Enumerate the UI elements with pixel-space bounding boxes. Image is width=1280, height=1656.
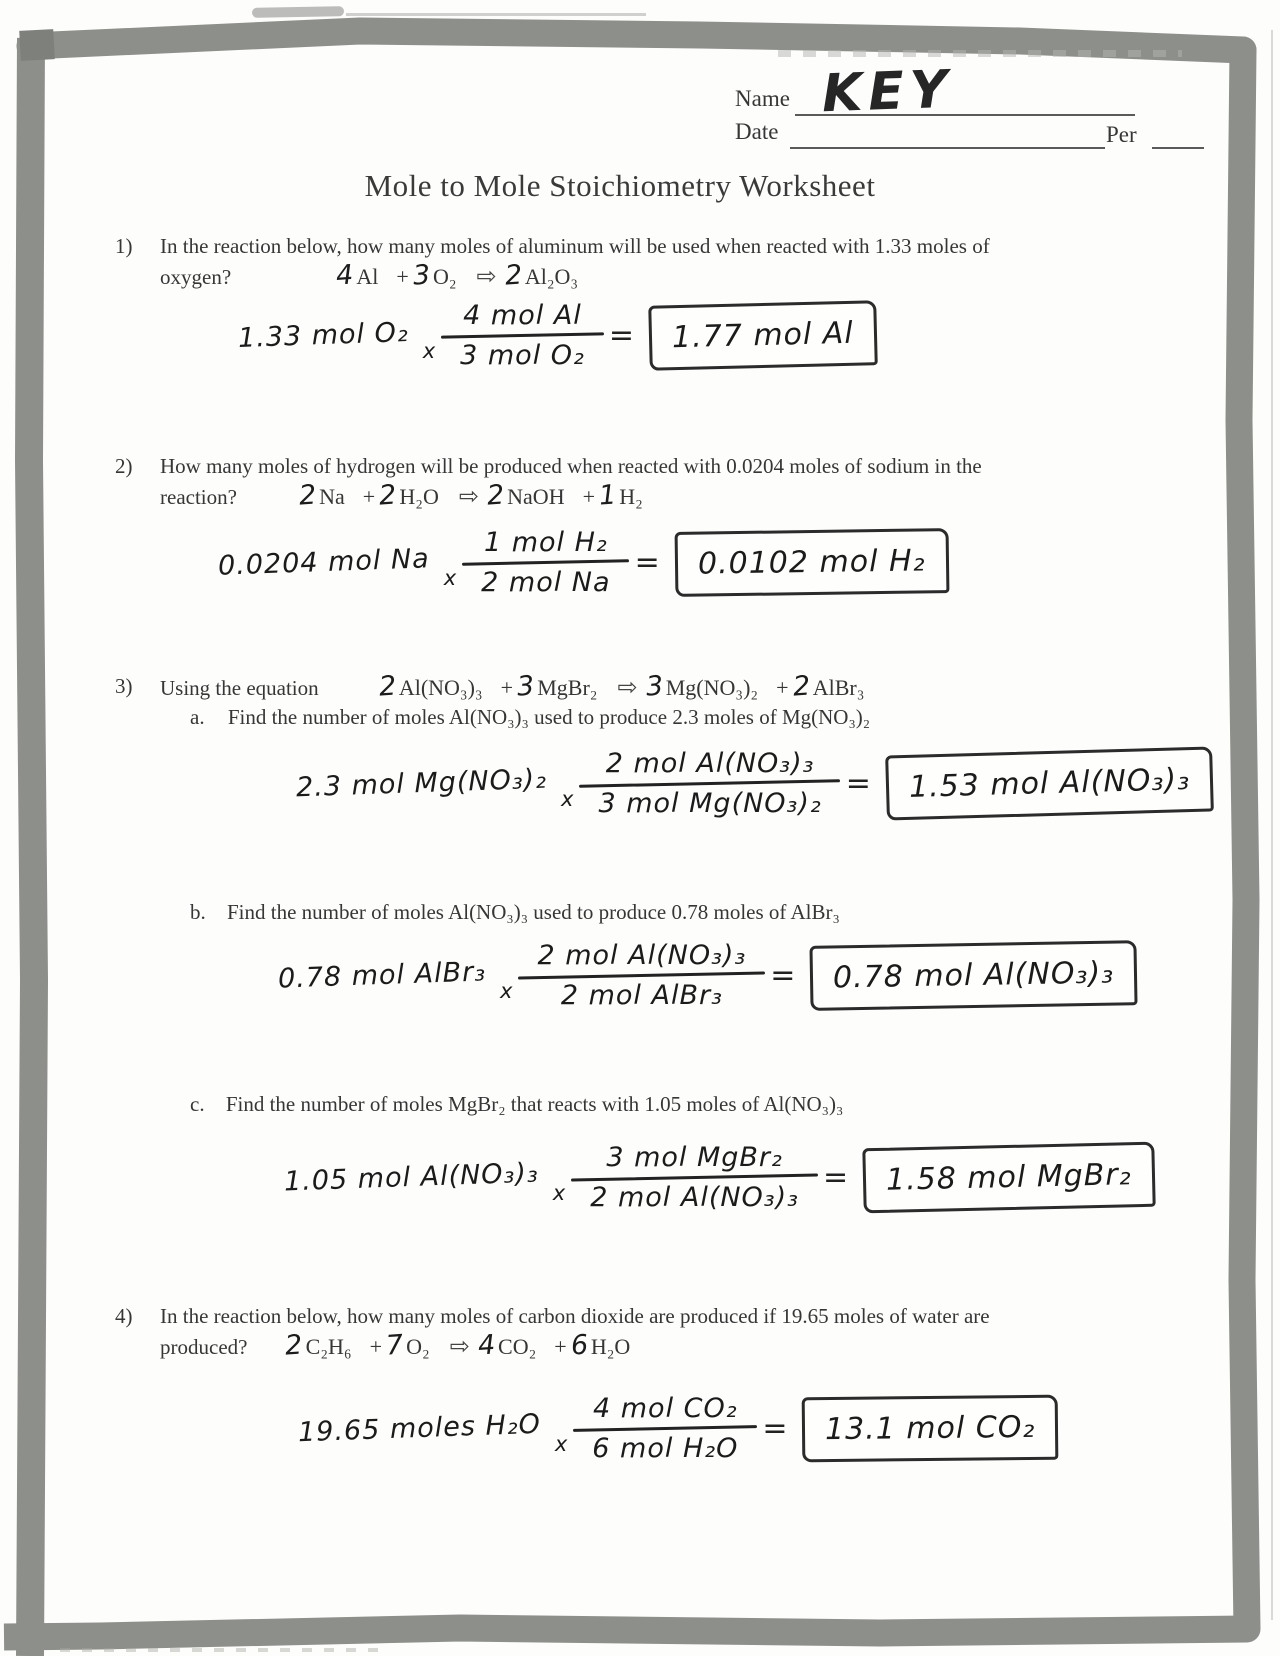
species-printed: MgBr₂ [537, 675, 598, 700]
species-printed: AlBr₃ [812, 675, 865, 700]
coefficient-handwritten: 2 [791, 670, 811, 703]
species-printed: Na [319, 484, 345, 509]
coefficient-handwritten: 3 [515, 670, 536, 703]
plus-sign: + [500, 675, 514, 700]
equals-sign: = [845, 766, 872, 801]
question-2-text-line2: reaction? [160, 485, 237, 509]
species-printed: NaOH [507, 484, 565, 509]
worksheet-title: Mole to Mole Stoichiometry Worksheet [364, 168, 876, 203]
answer-text: 0.0102 mol H₂ [697, 543, 926, 582]
fraction-denominator: 3 mol O₂ [460, 340, 585, 371]
given-quantity: 0.78 mol AlBr₃ [277, 956, 487, 995]
question-4 [115, 1302, 1185, 1362]
fraction-denominator: 2 mol AlBr₃ [560, 980, 723, 1011]
question-3c-label: c. [190, 1092, 205, 1116]
species-printed: CO₂ [498, 1334, 537, 1359]
coefficient-handwritten: 2 [378, 479, 398, 512]
plus-sign: + [554, 1334, 567, 1359]
name-label: Name [735, 86, 790, 111]
multiply-sign: x [561, 786, 575, 811]
conversion-fraction [471, 527, 620, 598]
question-3c [190, 1090, 843, 1119]
question-1-text-line1: In the reaction below, how many moles of aluminum will be used when reacted with 1.33 moles of [160, 234, 990, 258]
multiply-sign: x [552, 1180, 567, 1205]
question-1-work [238, 300, 877, 371]
fraction-line [462, 559, 629, 566]
species-printed: Al₂O₃ [524, 264, 579, 289]
coefficient-handwritten: 3 [644, 670, 664, 703]
given-quantity: 1.05 mol Al(NO₃)₃ [283, 1157, 540, 1198]
question-2-body [160, 452, 982, 512]
question-3c-work [284, 1142, 1155, 1213]
answer-text: 1.58 mol MgBr₂ [885, 1157, 1133, 1198]
multiply-sign: x [443, 565, 458, 590]
fraction-denominator: 6 mol H₂O [592, 1433, 739, 1464]
coefficient-handwritten: 2 [485, 479, 506, 512]
coefficient-handwritten: 2 [503, 259, 523, 292]
answer-box [802, 1395, 1059, 1463]
conversion-fraction [527, 940, 756, 1011]
answer-text: 1.77 mol Al [671, 315, 855, 356]
date-label: Date [735, 119, 779, 144]
question-3-body [160, 672, 868, 703]
species-printed: Al [356, 264, 379, 289]
scan-artifact [252, 6, 344, 18]
answer-box [648, 300, 877, 371]
coefficient-handwritten: 6 [569, 1329, 589, 1362]
reaction-arrow-icon: ⇨ [449, 1332, 470, 1360]
question-4-text-line1: In the reaction below, how many moles of carbon dioxide are produced if 19.65 moles of water are [160, 1304, 990, 1328]
species-printed: H₂O [399, 484, 439, 509]
fraction-numerator: 2 mol Al(NO₃)₃ [537, 940, 747, 971]
question-3b-work [278, 940, 1138, 1011]
coefficient-handwritten: 4 [476, 1329, 497, 1362]
question-2 [115, 452, 1185, 512]
scan-artifact [1271, 30, 1273, 1620]
question-3-equation [379, 672, 869, 702]
question-2-number: 2) [115, 454, 133, 478]
answer-text: 1.53 mol Al(NO₃)₃ [908, 762, 1191, 805]
answer-box [810, 940, 1138, 1011]
reaction-arrow-icon: ⇨ [476, 262, 497, 290]
equals-sign: = [634, 545, 661, 580]
plus-sign: + [362, 484, 376, 509]
plus-sign: + [776, 675, 789, 700]
scan-artifact [346, 13, 646, 16]
question-3a-work [296, 748, 1213, 819]
question-2-equation [299, 481, 647, 511]
equals-sign: = [608, 318, 636, 353]
conversion-fraction [450, 300, 595, 371]
per-label: Per [1106, 122, 1137, 147]
reaction-arrow-icon: ⇨ [458, 482, 479, 510]
given-quantity: 19.65 moles H₂O [297, 1408, 542, 1449]
scan-artifact [778, 50, 1182, 57]
question-3c-text: Find the number of moles MgBr₂ that reacts with 1.05 moles of Al(NO₃)₃ [225, 1092, 844, 1116]
coefficient-handwritten: 3 [411, 259, 432, 292]
fraction-numerator: 2 mol Al(NO₃)₃ [605, 748, 815, 779]
species-printed: O₂ [406, 1334, 430, 1359]
coefficient-handwritten: 7 [384, 1329, 405, 1362]
question-1-equation [336, 261, 582, 291]
fraction-numerator: 1 mol H₂ [483, 527, 608, 558]
answer-box [862, 1142, 1155, 1214]
conversion-fraction [588, 748, 831, 819]
species-printed: H₂O [590, 1334, 631, 1359]
equals-sign: = [823, 1160, 850, 1195]
given-quantity: 2.3 mol Mg(NO₃)₂ [295, 763, 548, 804]
fraction-line [579, 779, 840, 787]
question-4-work [298, 1393, 1059, 1464]
plus-sign: + [396, 264, 409, 289]
per-line [1152, 147, 1204, 149]
coefficient-handwritten: 1 [597, 479, 618, 512]
conversion-fraction [582, 1393, 748, 1464]
name-value-handwritten: KEY [820, 59, 955, 125]
question-3b-text: Find the number of moles Al(NO₃)₃ used to produce 0.78 moles of AlBr₃ [227, 900, 840, 924]
question-2-work [218, 527, 948, 598]
given-quantity: 0.0204 mol Na [217, 543, 431, 582]
multiply-sign: x [554, 1431, 569, 1456]
conversion-fraction [580, 1142, 809, 1213]
fraction-line [573, 1425, 757, 1432]
fraction-numerator: 4 mol CO₂ [593, 1393, 738, 1424]
species-printed: C₂H₆ [305, 1334, 352, 1359]
question-4-equation [285, 1331, 634, 1361]
fraction-numerator: 4 mol Al [463, 300, 582, 331]
question-2-text-line1: How many moles of hydrogen will be produced when reacted with 0.0204 moles of sodium in the [160, 454, 982, 478]
equals-sign: = [762, 1411, 789, 1446]
fraction-denominator: 2 mol Al(NO₃)₃ [590, 1182, 799, 1213]
question-4-body [160, 1302, 990, 1362]
reaction-arrow-icon: ⇨ [617, 673, 638, 701]
answer-box [885, 746, 1214, 820]
coefficient-handwritten: 2 [297, 479, 318, 512]
fraction-line [441, 332, 604, 338]
coefficient-handwritten: 4 [335, 259, 355, 292]
date-line [790, 147, 1105, 149]
species-printed: H₂ [619, 484, 643, 509]
fraction-denominator: 2 mol Na [481, 567, 611, 598]
question-3 [115, 672, 1185, 703]
question-3-intro: Using the equation [160, 676, 319, 700]
scan-artifact [60, 1648, 380, 1652]
question-4-text-line2: produced? [160, 1335, 248, 1359]
fraction-line [518, 971, 765, 979]
multiply-sign: x [500, 978, 514, 1003]
question-1-number: 1) [115, 234, 133, 258]
multiply-sign: x [422, 338, 437, 363]
plus-sign: + [369, 1334, 382, 1359]
species-printed: Al(NO₃)₃ [398, 675, 483, 700]
coefficient-handwritten: 2 [284, 1329, 304, 1362]
equals-sign: = [770, 958, 797, 993]
given-quantity: 1.33 mol O₂ [237, 317, 410, 354]
question-3a-text: Find the number of moles Al(NO₃)₃ used to produce 2.3 moles of Mg(NO₃)₂ [227, 705, 871, 729]
fraction-denominator: 3 mol Mg(NO₃)₂ [598, 788, 822, 819]
answer-box [674, 528, 948, 597]
question-1-body [160, 232, 990, 292]
coefficient-handwritten: 2 [377, 670, 397, 703]
answer-text: 0.78 mol Al(NO₃)₃ [833, 955, 1115, 996]
question-3-number: 3) [115, 674, 133, 698]
question-3a [190, 703, 870, 732]
question-4-number: 4) [115, 1304, 133, 1328]
species-printed: Mg(NO₃)₂ [665, 675, 759, 700]
question-3a-label: a. [190, 705, 205, 729]
species-printed: O₂ [432, 264, 457, 289]
fraction-numerator: 3 mol MgBr₂ [606, 1142, 783, 1173]
question-3b-label: b. [190, 900, 206, 924]
question-1 [115, 232, 1185, 292]
plus-sign: + [582, 484, 596, 509]
answer-text: 13.1 mol CO₂ [825, 1409, 1037, 1448]
question-3b [190, 898, 840, 927]
question-1-text-line2: oxygen? [160, 265, 232, 289]
fraction-line [571, 1173, 818, 1181]
